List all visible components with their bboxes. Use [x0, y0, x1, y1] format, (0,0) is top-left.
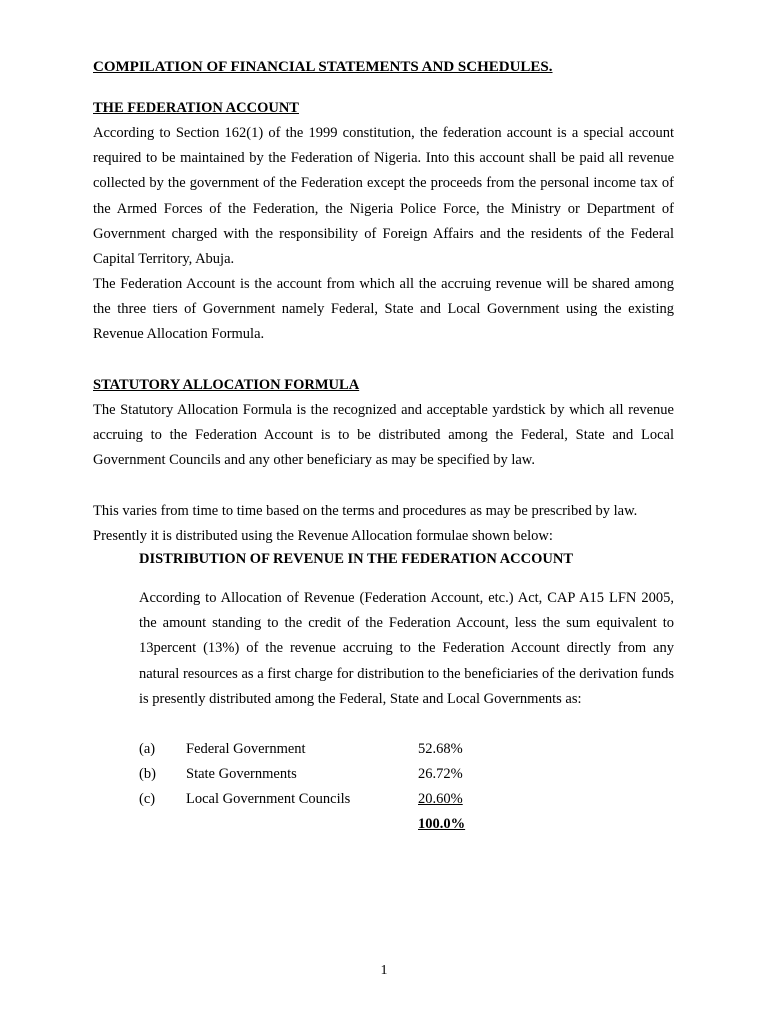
federation-account-paragraph-1: According to Section 162(1) of the 1999 constitution, the federation account is a special account required to be maintained by the Federation of Nigeria. Into this account shall be paid all revenue collected by the government of the Federation except the proceeds from the personal income tax of the Armed Forces of the Federation, the Nigeria Police Force, the Ministry or Department of Government charged with the responsibility of Foreign Affairs and the residents of the Federal Capital Territory, Abuja. — [93, 125, 674, 268]
allocation-letter: (a) — [139, 741, 156, 757]
statutory-allocation-line-1: This varies from time to time based on the terms and procedures as may be prescribed by law. — [93, 503, 638, 519]
allocation-percent: 26.72% — [418, 766, 463, 782]
document-title: COMPILATION OF FINANCIAL STATEMENTS AND SCHEDULES. — [93, 59, 553, 75]
federation-account-paragraph-2: The Federation Account is the account from which all the accruing revenue will be shared among the three tiers of Government namely Federal, State and Local Government using the existing Revenue Allocation Formula. — [93, 276, 674, 343]
distribution-paragraph: According to Allocation of Revenue (Federation Account, etc.) Act, CAP A15 LFN 2005, the amount standing to the credit of the Federation Account, less the sum equivalent to 13percent (13%) of the revenue accruing to the Federation Account directly from any natural resources as a first charge for distribution to the beneficiaries of the derivation funds is presently distributed among the Federal, State and Local Governments as: — [139, 590, 674, 707]
statutory-allocation-heading: STATUTORY ALLOCATION FORMULA — [93, 377, 360, 393]
allocation-row-federal — [139, 741, 539, 766]
allocation-total: 100.0% — [418, 816, 466, 832]
allocation-name: State Governments — [186, 766, 297, 782]
allocation-name: Federal Government — [186, 741, 306, 757]
allocation-name: Local Government Councils — [186, 791, 351, 807]
allocation-row-local — [139, 791, 539, 816]
statutory-allocation-paragraph: The Statutory Allocation Formula is the recognized and acceptable yardstick by which all revenue accruing to the Federation Account is to be distributed among the Federal, State and Local Government Councils and any other beneficiary as may be specified by law. — [93, 402, 674, 469]
distribution-heading: DISTRIBUTION OF REVENUE IN THE FEDERATION ACCOUNT — [139, 551, 574, 567]
federation-account-heading: THE FEDERATION ACCOUNT — [93, 100, 299, 116]
allocation-letter: (b) — [139, 766, 156, 782]
statutory-allocation-line-2: Presently it is distributed using the Revenue Allocation formulae shown below: — [93, 528, 553, 544]
allocation-percent: 20.60% — [418, 791, 463, 807]
page-number: 1 — [380, 963, 388, 978]
allocation-row-state — [139, 766, 539, 791]
allocation-letter: (c) — [139, 791, 156, 807]
allocation-percent: 52.68% — [418, 741, 463, 757]
